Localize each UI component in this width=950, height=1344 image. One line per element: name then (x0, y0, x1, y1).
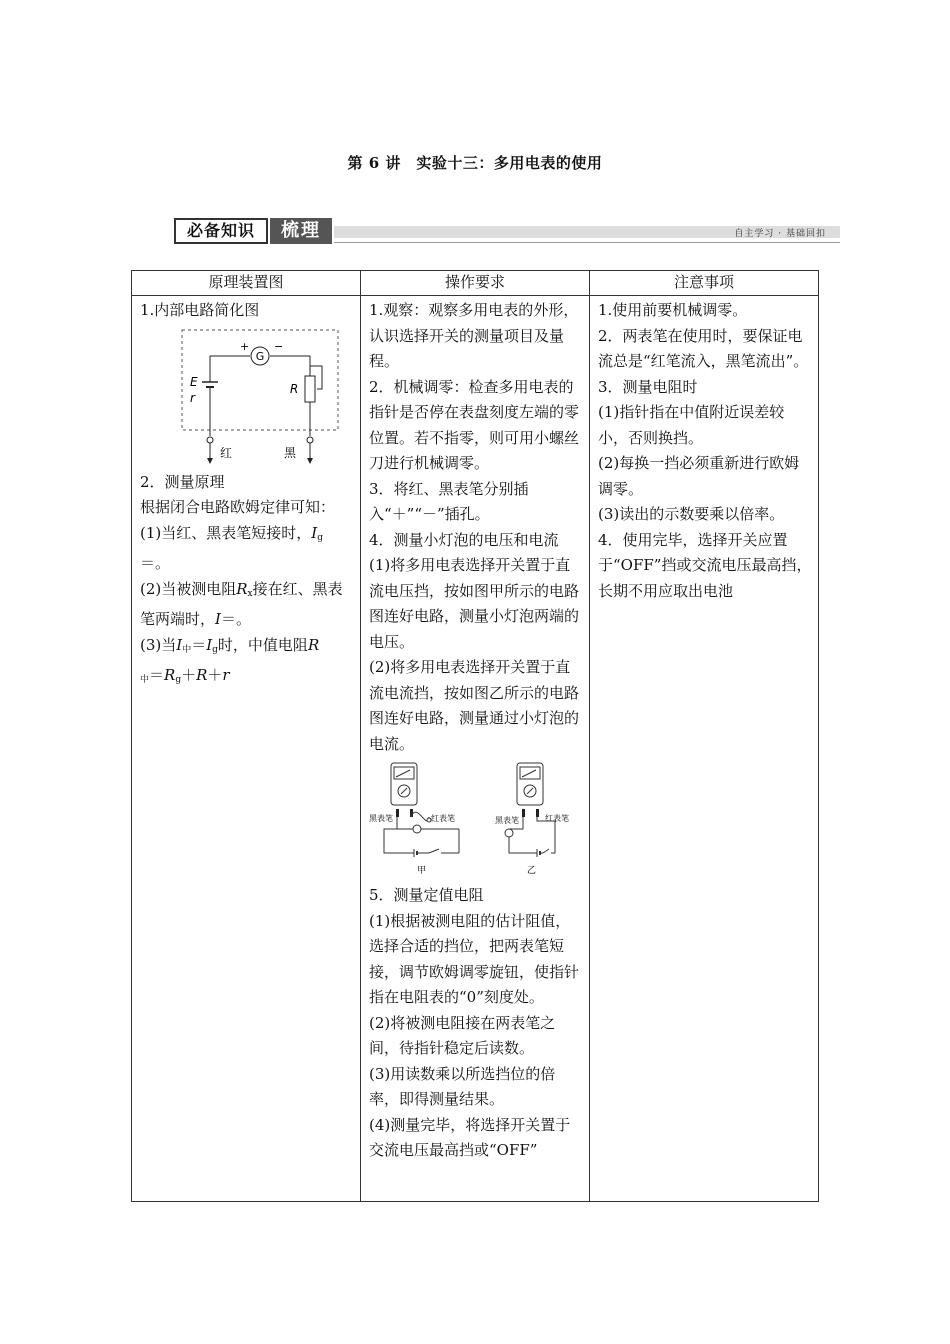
section-banner (172, 216, 840, 250)
note-item: (2)每换一挡必须重新进行欧姆调零。 (598, 454, 800, 498)
figure-label-b: 乙 (527, 866, 537, 876)
principle-item: (3)当$I_中=I_g$时，中值电阻R $_中=R_g+R+r$ (140, 635, 320, 685)
note-item: (1)指针指在中值附近误差较小，否则换挡。 (598, 403, 785, 447)
banner-right-label: 梳理 (270, 218, 332, 244)
banner-left-label: 必备知识 (174, 218, 268, 244)
minus-label: − (274, 339, 284, 353)
notes-cell (590, 296, 819, 1202)
lamp-icon-b (505, 829, 513, 837)
meter-circuit-figure (369, 761, 579, 881)
operation-item: 4．测量小灯泡的电压和电流 (369, 530, 559, 549)
operation-cell (361, 296, 590, 1202)
header-principle: 原理装置图 (132, 271, 361, 296)
operation-item: 2．机械调零：检查多用电表的指针是否停在表盘刻度左端的零位置。若不指零，则可用小螺丝刀进行机械调零。 (369, 377, 580, 472)
header-operation: 操作要求 (361, 271, 590, 296)
principle-item: (1)当红、黑表笔短接时，$I_g$ ＝。 (140, 523, 323, 572)
operation-item: (1)将多用电表选择开关置于直流电压挡，按如图甲所示的电路图连好电路，测量小灯泡两端的电压。 (369, 556, 580, 651)
table-header-row (132, 271, 819, 296)
operation-item: (2)将多用电表选择开关置于直流电流挡，按如图乙所示的电路图连好电路，测量通过小灯泡的电流。 (369, 658, 580, 753)
principle-item: 2．测量原理 (140, 472, 225, 491)
red-terminal-icon (207, 437, 213, 443)
black-probe-label-b: 黑表笔 (495, 816, 519, 825)
table-row (132, 296, 819, 1202)
operation-item: (4)测量完毕，将选择开关置于交流电压最高挡或“OFF” (369, 1115, 571, 1159)
circuit-diagram (160, 326, 360, 466)
plus-label: + (240, 339, 250, 353)
resistor-label: R (290, 381, 299, 396)
lamp-icon-a (413, 825, 421, 833)
banner-underline (334, 242, 840, 243)
note-item: 2．两表笔在使用时，要保证电流总是“红笔流入，黑笔流出”。 (598, 326, 809, 370)
note-item: (3)读出的示数要乘以倍率。 (598, 505, 785, 523)
red-probe-label-a: 红表笔 (431, 814, 455, 823)
experiment-table (131, 270, 819, 1202)
banner-subtitle: 自主学习 · 基础回扣 (734, 229, 826, 239)
emf-label: E (190, 374, 198, 389)
red-probe-label-b: 红表笔 (545, 814, 569, 823)
operation-item: 3．将红、黑表笔分别插入“＋”“－”插孔。 (369, 479, 529, 523)
operation-item: (2)将被测电阻接在两表笔之间，待指针稳定后读数。 (369, 1013, 556, 1057)
operation-item: 5．测量定值电阻 (369, 886, 484, 904)
header-notes: 注意事项 (590, 271, 819, 296)
operation-item: (3)用读数乘以所选挡位的倍率，即得测量结果。 (369, 1064, 556, 1108)
operation-item: 1.观察：观察多用电表的外形，认识选择开关的测量项目及量程。 (369, 301, 579, 370)
principle-item: 根据闭合电路欧姆定律可知： (140, 498, 336, 516)
page-title: 第 6 讲 实验十三：多用电表的使用 (347, 154, 603, 172)
principle-item: (2)当被测电阻$R_x$接在红、黑表笔两端时，I＝。 (140, 579, 343, 628)
note-item: 3．测量电阻时 (598, 377, 698, 396)
principle-item: 1.内部电路简化图 (140, 301, 260, 319)
principle-cell (132, 296, 361, 1202)
red-probe-label: 红 (220, 445, 233, 460)
note-item: 4．使用完毕，选择开关应置于“OFF”挡或交流电压最高挡，长期不用应取出电池 (598, 530, 812, 600)
internal-resistance-label: r (190, 390, 195, 405)
operation-item: (1)根据被测电阻的估计阻值，选择合适的挡位，把两表笔短接，调节欧姆调零旋钮，使指针指在电阻表的“0”刻度处。 (369, 911, 580, 1006)
black-probe-label-a: 黑表笔 (369, 814, 393, 823)
resistor-icon (305, 376, 315, 402)
galvanometer-label: G (255, 349, 265, 363)
figure-label-a: 甲 (417, 866, 427, 876)
black-terminal-icon (307, 437, 313, 443)
black-probe-label: 黑 (284, 445, 297, 460)
note-item: 1.使用前要机械调零。 (598, 301, 748, 319)
